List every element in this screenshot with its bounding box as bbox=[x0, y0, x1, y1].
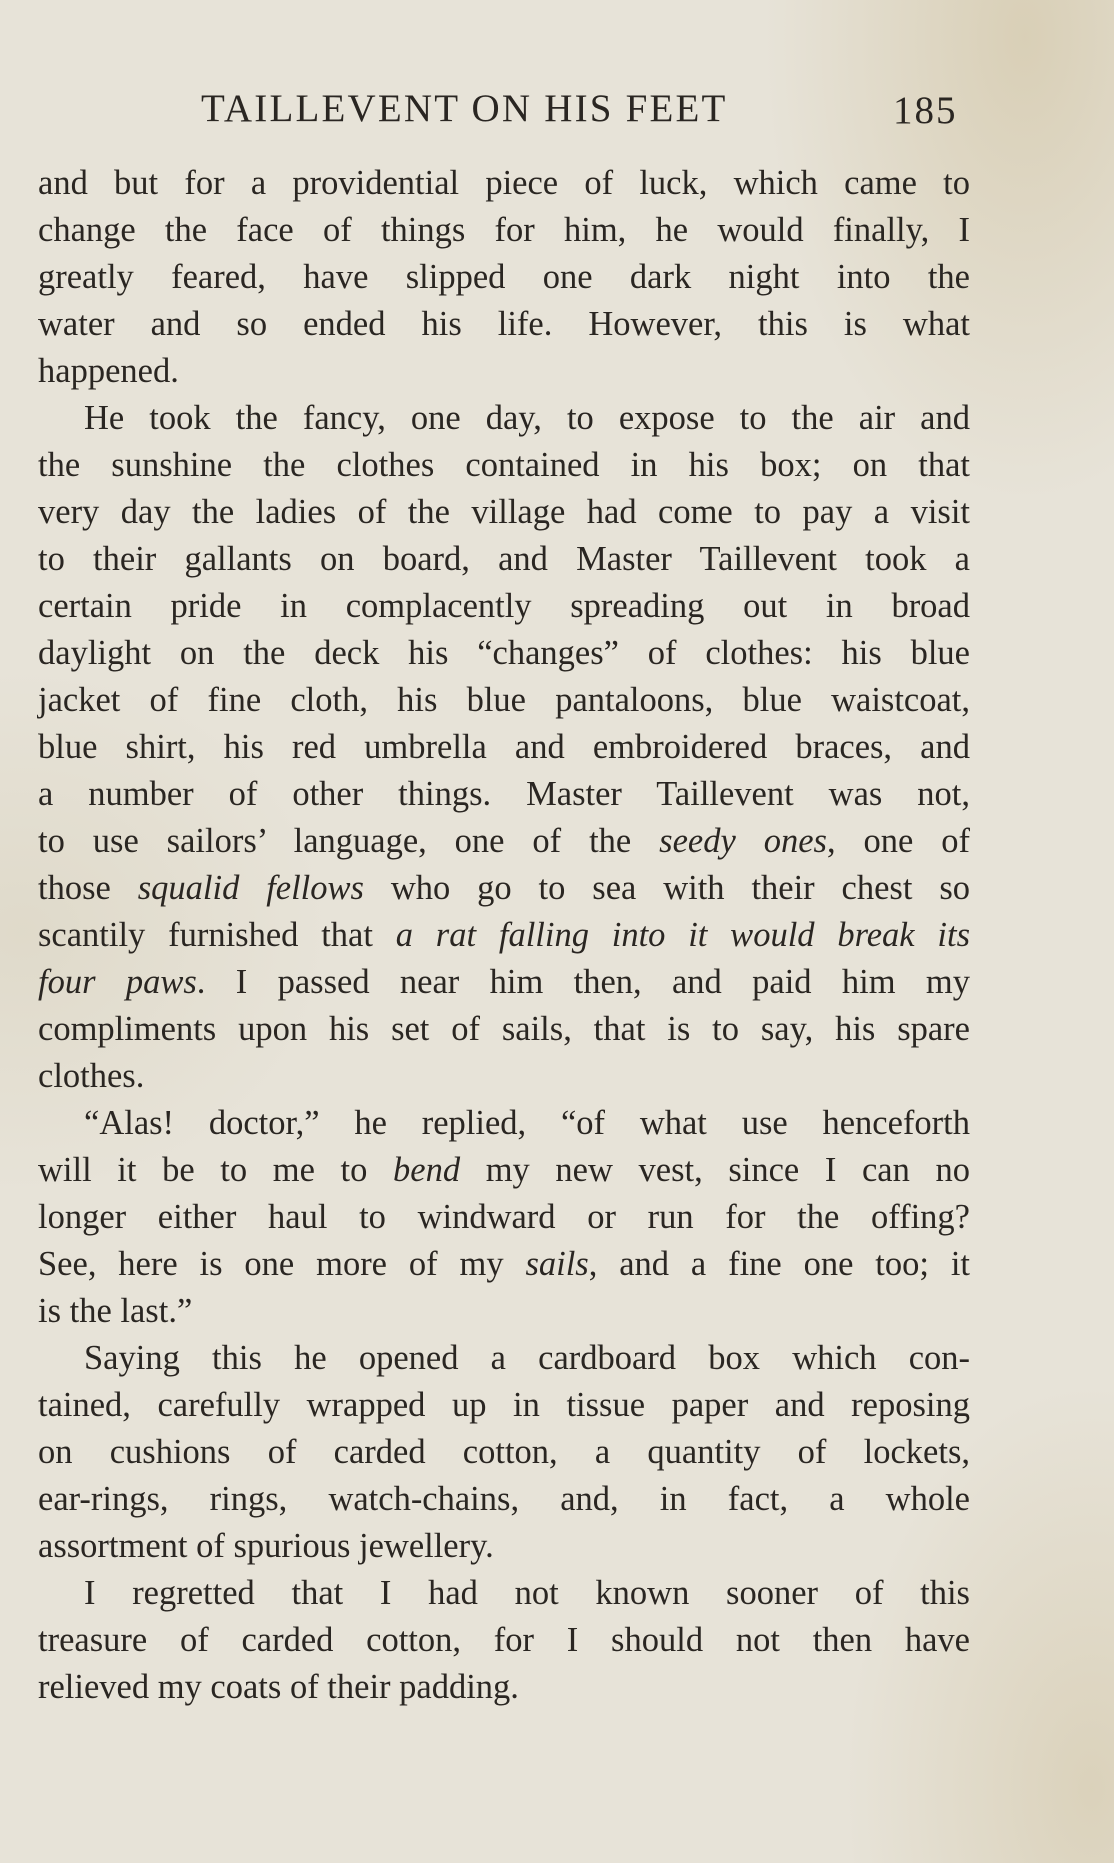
text-line bbox=[38, 724, 970, 771]
text-segment: ear-rings, rings, watch-chains, and, in fact, a whole bbox=[38, 1480, 970, 1518]
text-line bbox=[38, 959, 970, 1006]
text-segment: , one of bbox=[826, 822, 970, 860]
text-segment: “Alas! doctor,” he replied, “of what use henceforth bbox=[84, 1104, 970, 1142]
italic-text: four paws bbox=[38, 963, 197, 1001]
text-segment: very day the ladies of the village had come to pay a visit bbox=[38, 493, 970, 531]
text-segment: my new vest, since I can no bbox=[460, 1151, 970, 1189]
text-segment: scantily furnished that bbox=[38, 916, 396, 954]
text-segment: will it be to me to bbox=[38, 1151, 393, 1189]
text-line bbox=[38, 301, 970, 348]
text-line bbox=[38, 207, 970, 254]
text-line bbox=[38, 1100, 970, 1147]
text-segment: I regretted that I had not known sooner of this bbox=[84, 1574, 970, 1612]
text-segment: relieved my coats of their padding. bbox=[38, 1668, 519, 1706]
text-line bbox=[38, 1241, 970, 1288]
italic-text: squalid fellows bbox=[137, 869, 364, 907]
italic-text: sails bbox=[525, 1245, 589, 1283]
text-segment: those bbox=[38, 869, 138, 907]
text-line bbox=[38, 771, 970, 818]
text-line bbox=[38, 1053, 970, 1100]
text-segment: change the face of things for him, he would finally, I bbox=[38, 211, 970, 249]
text-line bbox=[38, 254, 970, 301]
text-line bbox=[38, 1570, 970, 1617]
text-line bbox=[38, 630, 970, 677]
text-segment: , and a fine one too; it bbox=[588, 1245, 970, 1283]
text-line bbox=[38, 1664, 970, 1711]
text-segment: compliments upon his set of sails, that is to say, his spare bbox=[38, 1010, 970, 1048]
text-segment: on cushions of carded cotton, a quantity of lockets, bbox=[38, 1433, 970, 1471]
text-line bbox=[38, 1523, 970, 1570]
text-segment: . I passed near him then, and paid him my bbox=[196, 963, 970, 1001]
text-segment: happened. bbox=[38, 352, 179, 390]
text-line bbox=[38, 865, 970, 912]
text-line bbox=[38, 1194, 970, 1241]
italic-text: seedy ones bbox=[659, 822, 827, 860]
text-line bbox=[38, 1147, 970, 1194]
italic-text: bend bbox=[393, 1151, 461, 1189]
text-line bbox=[38, 677, 970, 724]
text-segment: He took the fancy, one day, to expose to the air and bbox=[84, 399, 970, 437]
text-line bbox=[38, 1006, 970, 1053]
text-segment: to their gallants on board, and Master Taillevent took a bbox=[38, 540, 970, 578]
text-line bbox=[38, 818, 970, 865]
text-line bbox=[38, 1382, 970, 1429]
text-segment: certain pride in complacently spreading out in broad bbox=[38, 587, 970, 625]
body-text bbox=[38, 160, 970, 1711]
text-segment: assortment of spurious jewellery. bbox=[38, 1527, 494, 1565]
text-segment: longer either haul to windward or run for the offing? bbox=[38, 1198, 970, 1236]
text-line bbox=[38, 912, 970, 959]
text-segment: is the last.” bbox=[38, 1292, 193, 1330]
text-line bbox=[38, 489, 970, 536]
running-head bbox=[0, 86, 1114, 138]
text-segment: treasure of carded cotton, for I should not then have bbox=[38, 1621, 970, 1659]
text-line bbox=[38, 1617, 970, 1664]
text-line bbox=[38, 536, 970, 583]
italic-text: a rat falling into it would break its bbox=[395, 916, 970, 954]
page-number: 185 bbox=[893, 89, 958, 132]
text-line bbox=[38, 442, 970, 489]
text-line bbox=[38, 348, 970, 395]
text-line bbox=[38, 583, 970, 630]
text-line bbox=[38, 1288, 970, 1335]
text-line bbox=[38, 1335, 970, 1382]
text-segment: greatly feared, have slipped one dark night into the bbox=[38, 258, 970, 296]
text-line bbox=[38, 395, 970, 442]
text-line bbox=[38, 160, 970, 207]
text-segment: See, here is one more of my bbox=[38, 1245, 526, 1283]
text-segment: water and so ended his life. However, this is what bbox=[38, 305, 970, 343]
text-segment: to use sailors’ language, one of the bbox=[38, 822, 660, 860]
text-segment: who go to sea with their chest so bbox=[363, 869, 971, 907]
text-segment: jacket of fine cloth, his blue pantaloons, blue waistcoat, bbox=[38, 681, 970, 719]
text-line bbox=[38, 1429, 970, 1476]
text-segment: tained, carefully wrapped up in tissue paper and reposing bbox=[38, 1386, 970, 1424]
text-segment: the sunshine the clothes contained in his box; on that bbox=[38, 446, 970, 484]
running-head-title: TAILLEVENT ON HIS FEET bbox=[201, 87, 728, 130]
text-segment: and but for a providential piece of luck, which came to bbox=[38, 164, 970, 202]
text-segment: clothes. bbox=[38, 1057, 145, 1095]
text-segment: blue shirt, his red umbrella and embroidered braces, and bbox=[38, 728, 970, 766]
text-segment: a number of other things. Master Taillevent was not, bbox=[38, 775, 970, 813]
text-line bbox=[38, 1476, 970, 1523]
text-segment: daylight on the deck his “changes” of clothes: his blue bbox=[38, 634, 970, 672]
text-segment: Saying this he opened a cardboard box which con- bbox=[84, 1339, 970, 1377]
